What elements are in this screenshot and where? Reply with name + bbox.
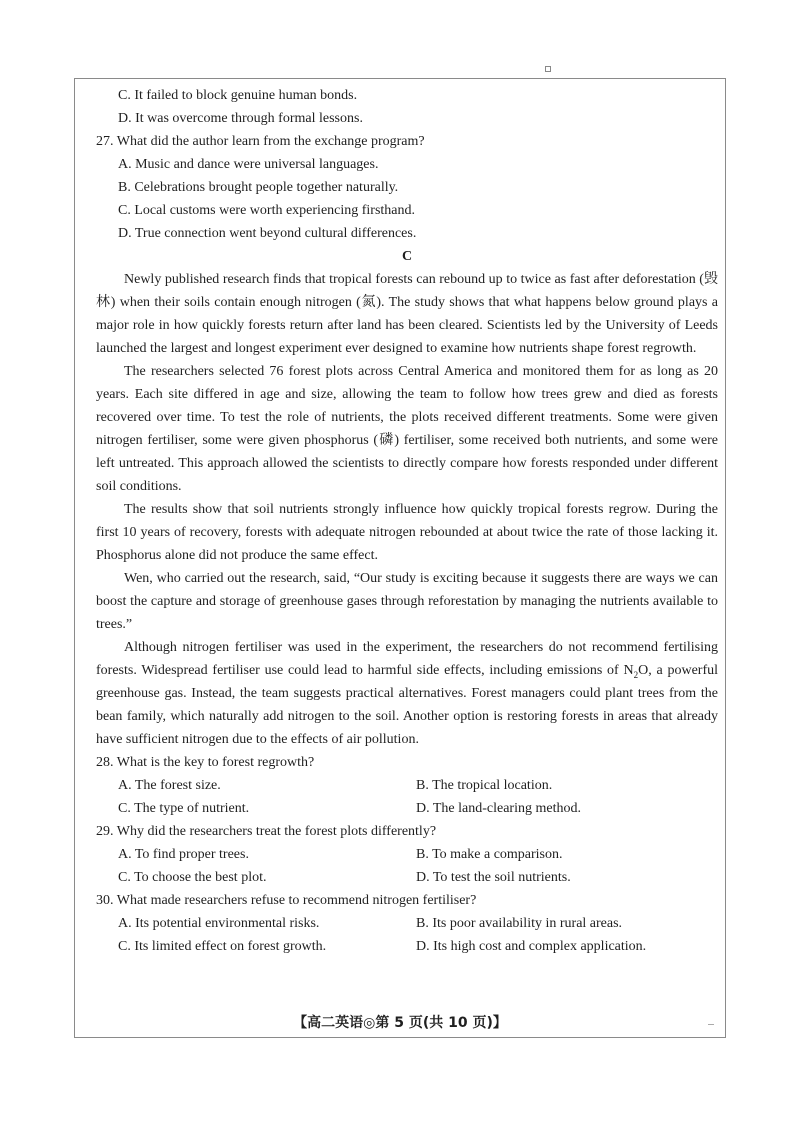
q27-question: 27. What did the author learn from the exchange program? <box>96 134 425 149</box>
q28-options-row-2 <box>96 797 718 820</box>
section-c-title: C <box>401 249 413 264</box>
q30-option-d: D. Its high cost and complex application. <box>416 939 647 954</box>
q29-option-a: A. To find proper trees. <box>118 847 249 862</box>
passage-paragraph-5 <box>96 636 718 751</box>
passage-paragraph-1: Newly published research finds that tropical forests can rebound up to twice as fast after deforestation (毁林) when their soils contain enough nitrogen (氮). The study shows that what happens below ground plays a major role in how quickly forests return after land has been cleared. Scientists led by the University of Leeds launched the largest and longest experiment ever designed to examine how nutrients shape forest regrowth. <box>96 272 718 356</box>
q29-options-row-1 <box>96 843 718 866</box>
q29-option-d: D. To test the soil nutrients. <box>416 870 571 885</box>
q29-options-row-2 <box>96 866 718 889</box>
page-content <box>96 84 718 958</box>
paragraph-5-part-1: Although nitrogen fertiliser was used in the experiment, the researchers do not recommend fertilising forests. Widespread fertiliser use could lead to harmful side effects, including emissions of N <box>96 640 718 678</box>
paragraph-5-part-2: O, a powerful greenhouse gas. Instead, the team suggests practical alternatives. Forest managers could plant trees from the bean family, which naturally add nitrogen to the soil. Another option is restoring forests in areas that already have sufficient nitrogen due to the effects of air pollution. <box>96 663 718 747</box>
q28-options-row-1 <box>96 774 718 797</box>
q27-option-b: B. Celebrations brought people together naturally. <box>118 180 399 195</box>
page-footer: 【高二英语◎第 5 页(共 10 页)】 <box>293 1015 507 1031</box>
q27-option-c: C. Local customs were worth experiencing firsthand. <box>118 203 416 218</box>
q30-options-row-1 <box>96 912 718 935</box>
q30-options-row-2 <box>96 935 718 958</box>
passage-paragraph-4: Wen, who carried out the research, said, “Our study is exciting because it suggests there are ways we can boost the capture and storage of greenhouse gases through reforestation by managing the nutrients available to trees.” <box>96 571 718 632</box>
q26-option-d: D. It was overcome through formal lessons. <box>118 111 363 126</box>
corner-mark <box>545 66 551 72</box>
subscript-2: 2 <box>633 669 639 680</box>
passage-paragraph-3: The results show that soil nutrients strongly influence how quickly tropical forests regrow. During the first 10 years of recovery, forests with adequate nitrogen rebounded at about twice the rate of those lacking it. Phosphorus alone did not produce the same effect. <box>96 502 718 563</box>
q30-question: 30. What made researchers refuse to recommend nitrogen fertiliser? <box>96 893 477 908</box>
q29-option-c: C. To choose the best plot. <box>118 870 267 885</box>
q30-option-b: B. Its poor availability in rural areas. <box>416 916 623 931</box>
q27-option-a: A. Music and dance were universal languages. <box>118 157 379 172</box>
q28-question: 28. What is the key to forest regrowth? <box>96 755 315 770</box>
q29-question: 29. Why did the researchers treat the forest plots differently? <box>96 824 437 839</box>
q26-option-c: C. It failed to block genuine human bonds. <box>118 88 358 103</box>
q27-option-d: D. True connection went beyond cultural differences. <box>118 226 417 241</box>
q28-option-a: A. The forest size. <box>118 778 221 793</box>
q28-option-b: B. The tropical location. <box>416 778 553 793</box>
footer-mark <box>708 1024 714 1025</box>
q28-option-c: C. The type of nutrient. <box>118 801 250 816</box>
q28-option-d: D. The land-clearing method. <box>416 801 581 816</box>
q30-option-a: A. Its potential environmental risks. <box>118 916 320 931</box>
q30-option-c: C. Its limited effect on forest growth. <box>118 939 327 954</box>
q29-option-b: B. To make a comparison. <box>416 847 563 862</box>
passage-paragraph-2: The researchers selected 76 forest plots across Central America and monitored them for as long as 20 years. Each site differed in age and size, allowing the team to follow how trees grew and died as forests recovered over time. To test the role of nutrients, the plots received different treatments. Some were given nitrogen fertiliser, some were given phosphorus (磷) fertiliser, some received both nutrients, and some were left untreated. This approach allowed the scientists to directly compare how forests responded under different soil conditions. <box>96 364 718 494</box>
